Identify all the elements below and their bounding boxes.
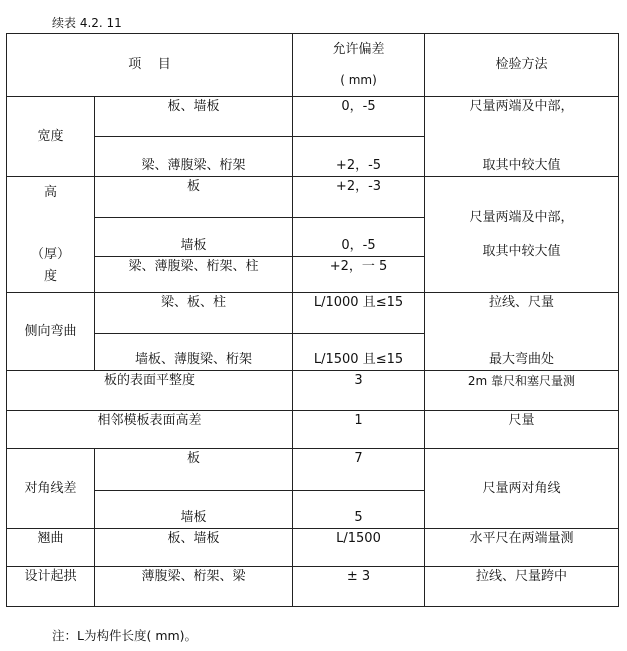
camber-method: 拉线、尺量跨中 [425, 567, 619, 607]
bend-method-2: 最大弯曲处 [425, 334, 619, 371]
table-row [7, 137, 619, 177]
adj-item: 相邻模板表面高差 [7, 411, 293, 449]
flat-tol: 3 [293, 371, 425, 411]
warp-method: 水平尺在两端量测 [425, 529, 619, 567]
bend-sub-1: 梁、板、柱 [95, 293, 293, 334]
header-row [7, 34, 619, 97]
bend-method-1: 拉线、尺量 [425, 293, 619, 334]
camber-sub: 薄腹梁、桁架、梁 [95, 567, 293, 607]
flat-method: 2m 靠尺和塞尺量测 [425, 371, 619, 411]
diag-method: 尺量两对角线 [425, 449, 619, 529]
height-tol-1-2: +2，-3 0，-5 [293, 177, 425, 257]
warp-label: 翘曲 [7, 529, 95, 567]
height-tol-3: +2，一 5 [293, 257, 425, 293]
width-tol-1: 0，-5 [293, 97, 425, 137]
diag-tol-2: 5 [293, 491, 425, 529]
width-method-2: 取其中较大值 [425, 137, 619, 177]
table-row [7, 293, 619, 334]
diag-label: 对角线差 [7, 449, 95, 529]
width-tol-2: +2，-5 [293, 137, 425, 177]
height-sub-3: 梁、薄腹梁、桁架、柱 [95, 257, 293, 293]
width-sub-1: 板、墙板 [95, 97, 293, 137]
table-row [7, 449, 619, 491]
footnote: 注：L为构件长度( mm)。 [52, 628, 198, 643]
width-label: 宽度 [7, 97, 95, 177]
table-row [7, 97, 619, 137]
diag-tol-1: 7 [293, 449, 425, 491]
height-label: 高 （厚） 度 [7, 177, 95, 293]
camber-tol: ± 3 [293, 567, 425, 607]
table-row [7, 411, 619, 449]
table-row [7, 529, 619, 567]
bend-label: 侧向弯曲 [7, 293, 95, 371]
height-method: 尺量两端及中部， 取其中较大值 [425, 177, 619, 293]
bend-sub-2: 墙板、薄腹梁、桁架 [95, 334, 293, 371]
width-sub-2: 梁、薄腹梁、桁架 [95, 137, 293, 177]
camber-label: 设计起拱 [7, 567, 95, 607]
header-method: 检验方法 [425, 34, 619, 97]
warp-sub: 板、墙板 [95, 529, 293, 567]
height-sub-1-2: 板 墙板 [95, 177, 293, 257]
diag-sub-2: 墙板 [95, 491, 293, 529]
table-row [7, 334, 619, 371]
table-row [7, 177, 619, 257]
header-tolerance: 允许偏差 ( mm) [293, 34, 425, 97]
tolerance-table [6, 33, 619, 607]
warp-tol: L/1500 [293, 529, 425, 567]
table-row [7, 371, 619, 411]
bend-tol-1: L/1000 且≤15 [293, 293, 425, 334]
header-item: 项 目 [7, 34, 293, 97]
adj-tol: 1 [293, 411, 425, 449]
width-method-1: 尺量两端及中部， [425, 97, 619, 137]
table-caption: 续表 4.2. 11 [52, 16, 122, 30]
table-row [7, 567, 619, 607]
bend-tol-2: L/1500 且≤15 [293, 334, 425, 371]
adj-method: 尺量 [425, 411, 619, 449]
diag-sub-1: 板 [95, 449, 293, 491]
flat-item: 板的表面平整度 [7, 371, 293, 411]
